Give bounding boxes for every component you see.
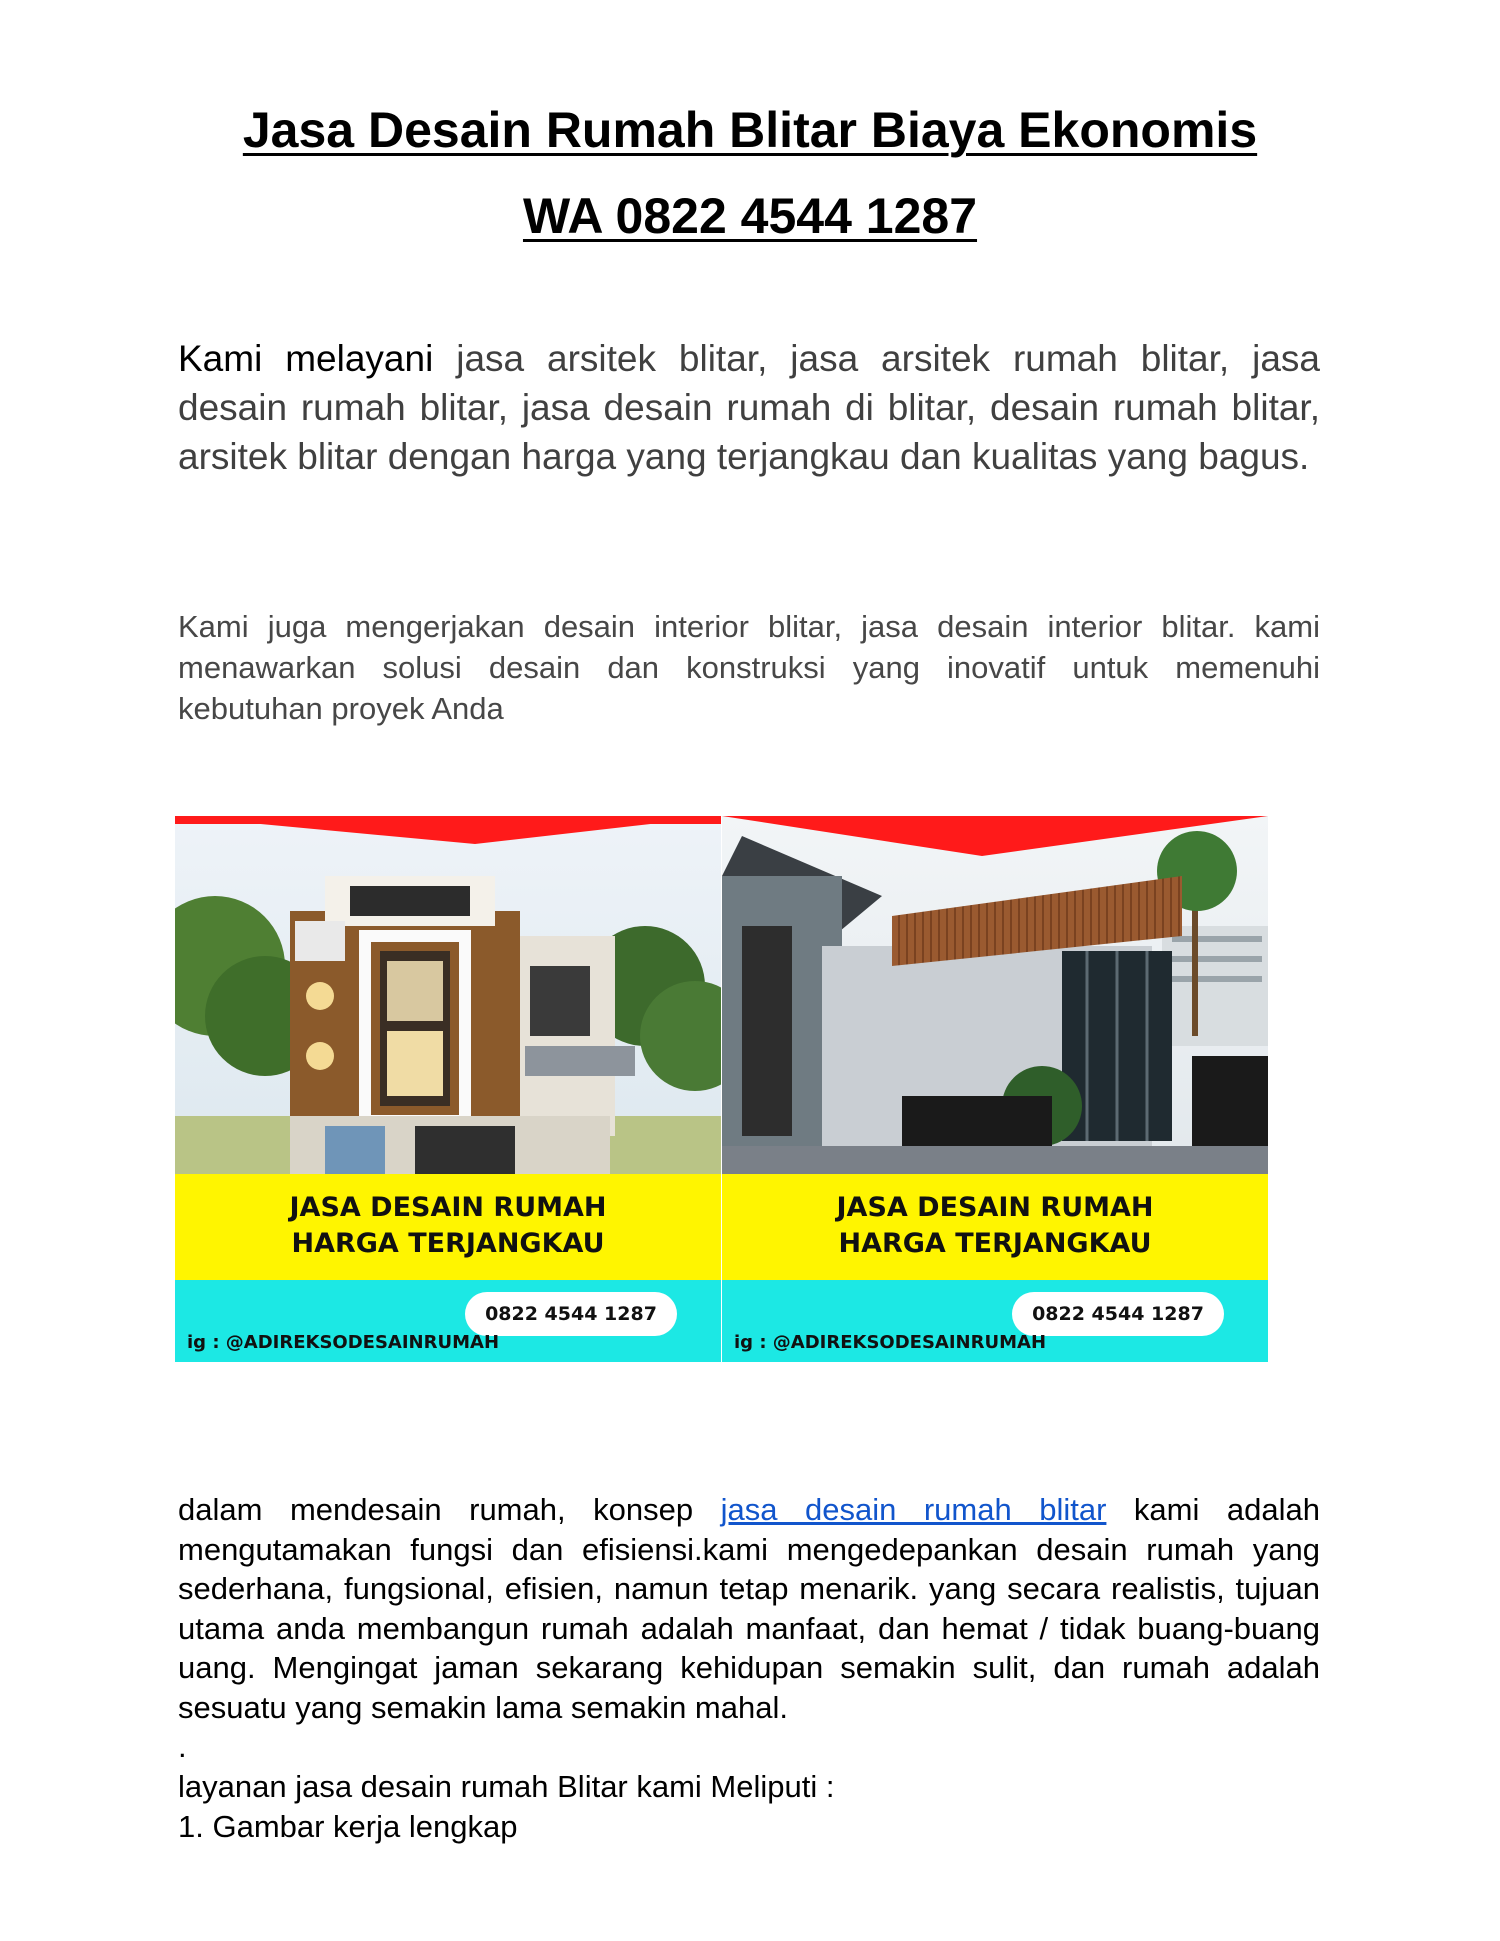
ad-banner-line-2: HARGA TERJANGKAU [838,1228,1152,1259]
concept-after: kami adalah mengutamakan fungsi dan efisiensi.kami mengedepankan desain rumah yang sederhana, fungsional, efisien, namun tetap menarik. yang secara realistis, tujuan utama anda membangun rumah adalah manfaat, dan hemat / tidak buang-buang uang. Mengingat jaman sekarang kehidupan semakin sulit, dan rumah adalah sesuatu yang semakin lama semakin mahal. [178,1492,1320,1725]
house-render-illustration [722,816,1268,1174]
ad-instagram-handle: ig : @ADIREKSODESAINRUMAH [187,1332,500,1353]
house-render-illustration [175,816,721,1174]
ad-phone-pill: 0822 4544 1287 [1012,1292,1224,1336]
ad-banner-line-1: JASA DESAIN RUMAH [289,1192,607,1223]
ad-image-house-2 [722,816,1268,1362]
ad-banner [722,1174,1268,1280]
services-intro: layanan jasa desain rumah Blitar kami Meliputi : [178,1769,835,1804]
page-title-line-2: WA 0822 4544 1287 [522,188,978,244]
concept-before: dalam mendesain rumah, konsep [178,1492,721,1527]
ad-image-house-1 [175,816,721,1362]
service-item-1: 1. Gambar kerja lengkap [178,1809,518,1844]
intro-paragraph [178,334,1320,481]
concept-paragraph [178,1490,1320,1727]
ad-banner [175,1174,721,1280]
ad-phone-pill: 0822 4544 1287 [465,1292,677,1336]
ad-banner-line-2: HARGA TERJANGKAU [291,1228,605,1259]
ad-banner-line-1: JASA DESAIN RUMAH [836,1192,1154,1223]
separator-dot: . [178,1729,187,1764]
ad-instagram-handle: ig : @ADIREKSODESAINRUMAH [734,1332,1047,1353]
page-title-line-1: Jasa Desain Rumah Blitar Biaya Ekonomis [242,102,1258,158]
jasa-desain-link[interactable]: jasa desain rumah blitar [720,1492,1107,1527]
interior-paragraph: Kami juga mengerjakan desain interior blitar, jasa desain interior blitar. kami menawarkan solusi desain dan konstruksi yang inovatif untuk memenuhi kebutuhan proyek Anda [178,609,1320,726]
intro-rest: jasa arsitek blitar, jasa arsitek rumah blitar, jasa desain rumah blitar, jasa desain rumah di blitar, desain rumah blitar, arsitek blitar dengan harga yang terjangkau dan kualitas yang bagus. [178,338,1320,477]
intro-lead: Kami melayani [178,338,434,379]
